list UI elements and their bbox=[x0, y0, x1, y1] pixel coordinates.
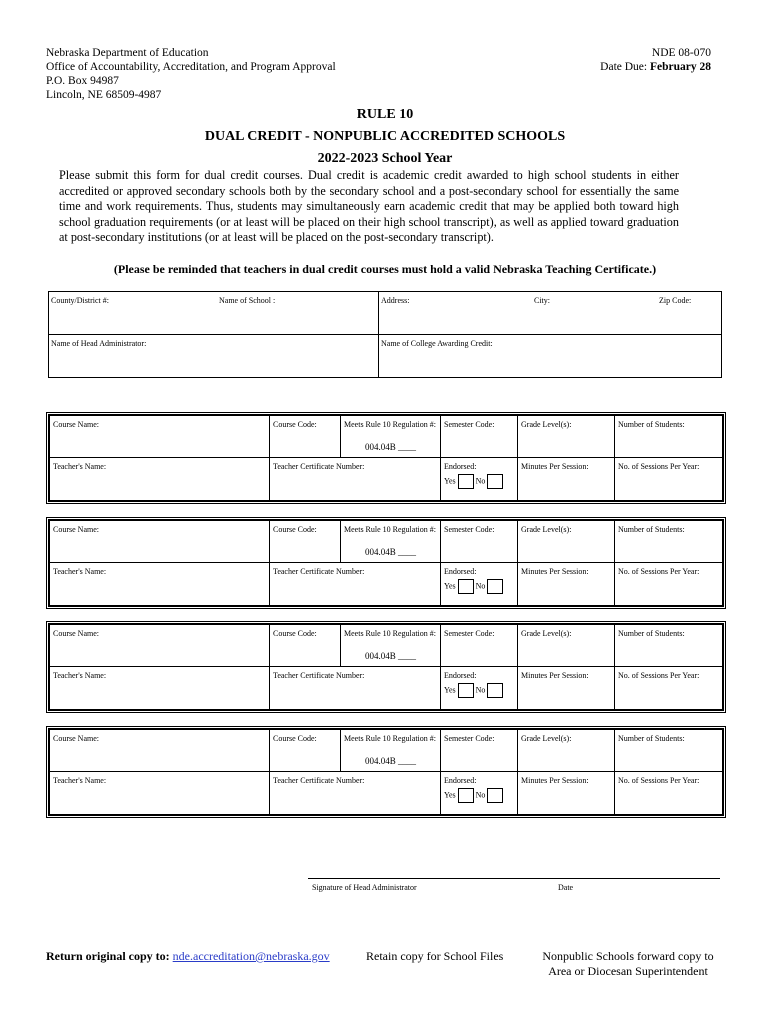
grade-levels-field[interactable]: Grade Level(s): bbox=[518, 416, 615, 458]
form-title bbox=[0, 104, 770, 170]
course-code-field[interactable]: Course Code: bbox=[270, 521, 341, 563]
org-name: Nebraska Department of Education bbox=[46, 47, 209, 59]
endorsed-no-checkbox[interactable] bbox=[487, 474, 503, 489]
form-meta bbox=[600, 46, 711, 74]
course-block-2 bbox=[46, 517, 726, 609]
college-cell[interactable] bbox=[379, 335, 722, 378]
title-year: 2022-2023 School Year bbox=[317, 151, 453, 166]
teacher-notice: (Please be reminded that teachers in dual credit courses must hold a valid Nebraska Teaching Certificate.) bbox=[113, 262, 657, 276]
rule-regulation-field[interactable]: Meets Rule 10 Regulation #: 004.04B ____ bbox=[341, 416, 441, 458]
semester-code-field[interactable]: Semester Code: bbox=[441, 730, 518, 772]
course-name-field[interactable]: Course Name: bbox=[50, 625, 270, 667]
course-name-field[interactable]: Course Name: bbox=[50, 416, 270, 458]
form-number: NDE 08-070 bbox=[651, 47, 711, 59]
date-due-value: February 28 bbox=[649, 61, 711, 73]
minutes-field[interactable]: Minutes Per Session: bbox=[518, 458, 615, 501]
teacher-name-field[interactable]: Teacher's Name: bbox=[50, 772, 270, 815]
minutes-field[interactable]: Minutes Per Session: bbox=[518, 667, 615, 710]
retain-note: Retain copy for School Files bbox=[366, 949, 504, 963]
endorsed-yes-checkbox[interactable] bbox=[458, 788, 474, 803]
num-students-field[interactable]: Number of Students: bbox=[615, 625, 723, 667]
semester-code-field[interactable]: Semester Code: bbox=[441, 625, 518, 667]
endorsed-no-checkbox[interactable] bbox=[487, 579, 503, 594]
semester-code-field[interactable]: Semester Code: bbox=[441, 521, 518, 563]
teacher-name-field[interactable]: Teacher's Name: bbox=[50, 563, 270, 606]
sessions-field[interactable]: No. of Sessions Per Year: bbox=[615, 667, 723, 710]
course-block-4 bbox=[46, 726, 726, 818]
endorsed-yes-checkbox[interactable] bbox=[458, 474, 474, 489]
course-code-field[interactable]: Course Code: bbox=[270, 416, 341, 458]
teacher-cert-field[interactable]: Teacher Certificate Number: bbox=[270, 563, 441, 606]
semester-code-field[interactable]: Semester Code: bbox=[441, 416, 518, 458]
title-main: DUAL CREDIT - NONPUBLIC ACCREDITED SCHOOLS bbox=[204, 129, 566, 144]
county-label: County/District #: bbox=[51, 296, 109, 305]
address-label: Address: bbox=[381, 296, 410, 305]
sessions-field[interactable]: No. of Sessions Per Year: bbox=[615, 563, 723, 606]
endorsed-no-checkbox[interactable] bbox=[487, 788, 503, 803]
teacher-name-field[interactable]: Teacher's Name: bbox=[50, 458, 270, 501]
admin-name-cell[interactable] bbox=[49, 335, 379, 378]
nonpublic-note: Nonpublic Schools forward copy to Area or Diocesan Superintendent bbox=[542, 949, 714, 978]
num-students-field[interactable]: Number of Students: bbox=[615, 730, 723, 772]
sessions-field[interactable]: No. of Sessions Per Year: bbox=[615, 458, 723, 501]
course-block-3 bbox=[46, 621, 726, 713]
endorsed-field: Endorsed: Yes No bbox=[441, 458, 518, 501]
school-info-cell[interactable] bbox=[49, 292, 379, 335]
course-name-field[interactable]: Course Name: bbox=[50, 521, 270, 563]
return-instructions: Return original copy to: nde.accreditation@nebraska.gov bbox=[46, 949, 330, 963]
endorsed-yes-checkbox[interactable] bbox=[458, 579, 474, 594]
zip-label: Zip Code: bbox=[659, 296, 692, 305]
teacher-name-field[interactable]: Teacher's Name: bbox=[50, 667, 270, 710]
course-name-field[interactable]: Course Name: bbox=[50, 730, 270, 772]
course-code-field[interactable]: Course Code: bbox=[270, 730, 341, 772]
course-code-field[interactable]: Course Code: bbox=[270, 625, 341, 667]
rule-regulation-field[interactable]: Meets Rule 10 Regulation #: 004.04B ____ bbox=[341, 625, 441, 667]
admin-label: Name of Head Administrator: bbox=[51, 339, 147, 348]
rule-regulation-field[interactable]: Meets Rule 10 Regulation #: 004.04B ____ bbox=[341, 730, 441, 772]
sessions-field[interactable]: No. of Sessions Per Year: bbox=[615, 772, 723, 815]
regulation-number: 004.04B ____ bbox=[365, 756, 417, 766]
num-students-field[interactable]: Number of Students: bbox=[615, 521, 723, 563]
course-block-1 bbox=[46, 412, 726, 504]
date-label: Date bbox=[558, 883, 574, 892]
regulation-number: 004.04B ____ bbox=[365, 651, 417, 661]
email-link[interactable]: nde.accreditation@nebraska.gov bbox=[172, 949, 330, 963]
teacher-cert-field[interactable]: Teacher Certificate Number: bbox=[270, 667, 441, 710]
minutes-field[interactable]: Minutes Per Session: bbox=[518, 772, 615, 815]
signature-label: Signature of Head Administrator bbox=[312, 883, 417, 892]
endorsed-field: Endorsed: Yes No bbox=[441, 667, 518, 710]
college-label: Name of College Awarding Credit: bbox=[381, 339, 493, 348]
title-rule: RULE 10 bbox=[356, 107, 414, 122]
intro-paragraph: Please submit this form for dual credit courses. Dual credit is academic credit awarded to high school students in either accredited or approved secondary schools both by the secondary school and a post-secondary school for essentially the same time and work requirements. Thus, students may simultaneously earn academic credit that may be applied both toward high school graduation requirements (or at least will be placed on their high school transcript), as well as applied toward graduation at post-secondary institutions (or at least will be placed on the post-secondary transcript). bbox=[59, 168, 679, 244]
school-name-label: Name of School : bbox=[219, 296, 276, 305]
endorsed-field: Endorsed: Yes No bbox=[441, 563, 518, 606]
org-po-box: P.O. Box 94987 bbox=[46, 75, 119, 87]
rule-regulation-field[interactable]: Meets Rule 10 Regulation #: 004.04B ____ bbox=[341, 521, 441, 563]
regulation-number: 004.04B ____ bbox=[365, 547, 417, 557]
endorsed-field: Endorsed: Yes No bbox=[441, 772, 518, 815]
regulation-number: 004.04B ____ bbox=[365, 442, 417, 452]
grade-levels-field[interactable]: Grade Level(s): bbox=[518, 521, 615, 563]
endorsed-yes-checkbox[interactable] bbox=[458, 683, 474, 698]
city-label: City: bbox=[534, 296, 551, 305]
org-address bbox=[46, 46, 336, 102]
grade-levels-field[interactable]: Grade Level(s): bbox=[518, 730, 615, 772]
endorsed-no-checkbox[interactable] bbox=[487, 683, 503, 698]
teacher-cert-field[interactable]: Teacher Certificate Number: bbox=[270, 458, 441, 501]
teacher-cert-field[interactable]: Teacher Certificate Number: bbox=[270, 772, 441, 815]
org-city: Lincoln, NE 68509-4987 bbox=[46, 89, 162, 101]
org-office: Office of Accountability, Accreditation, and Program Approval bbox=[46, 61, 336, 73]
signature-line[interactable] bbox=[308, 878, 720, 879]
minutes-field[interactable]: Minutes Per Session: bbox=[518, 563, 615, 606]
school-info-table bbox=[48, 291, 722, 378]
date-due: Date Due: February 28 bbox=[600, 61, 711, 73]
grade-levels-field[interactable]: Grade Level(s): bbox=[518, 625, 615, 667]
address-cell[interactable] bbox=[379, 292, 722, 335]
num-students-field[interactable]: Number of Students: bbox=[615, 416, 723, 458]
